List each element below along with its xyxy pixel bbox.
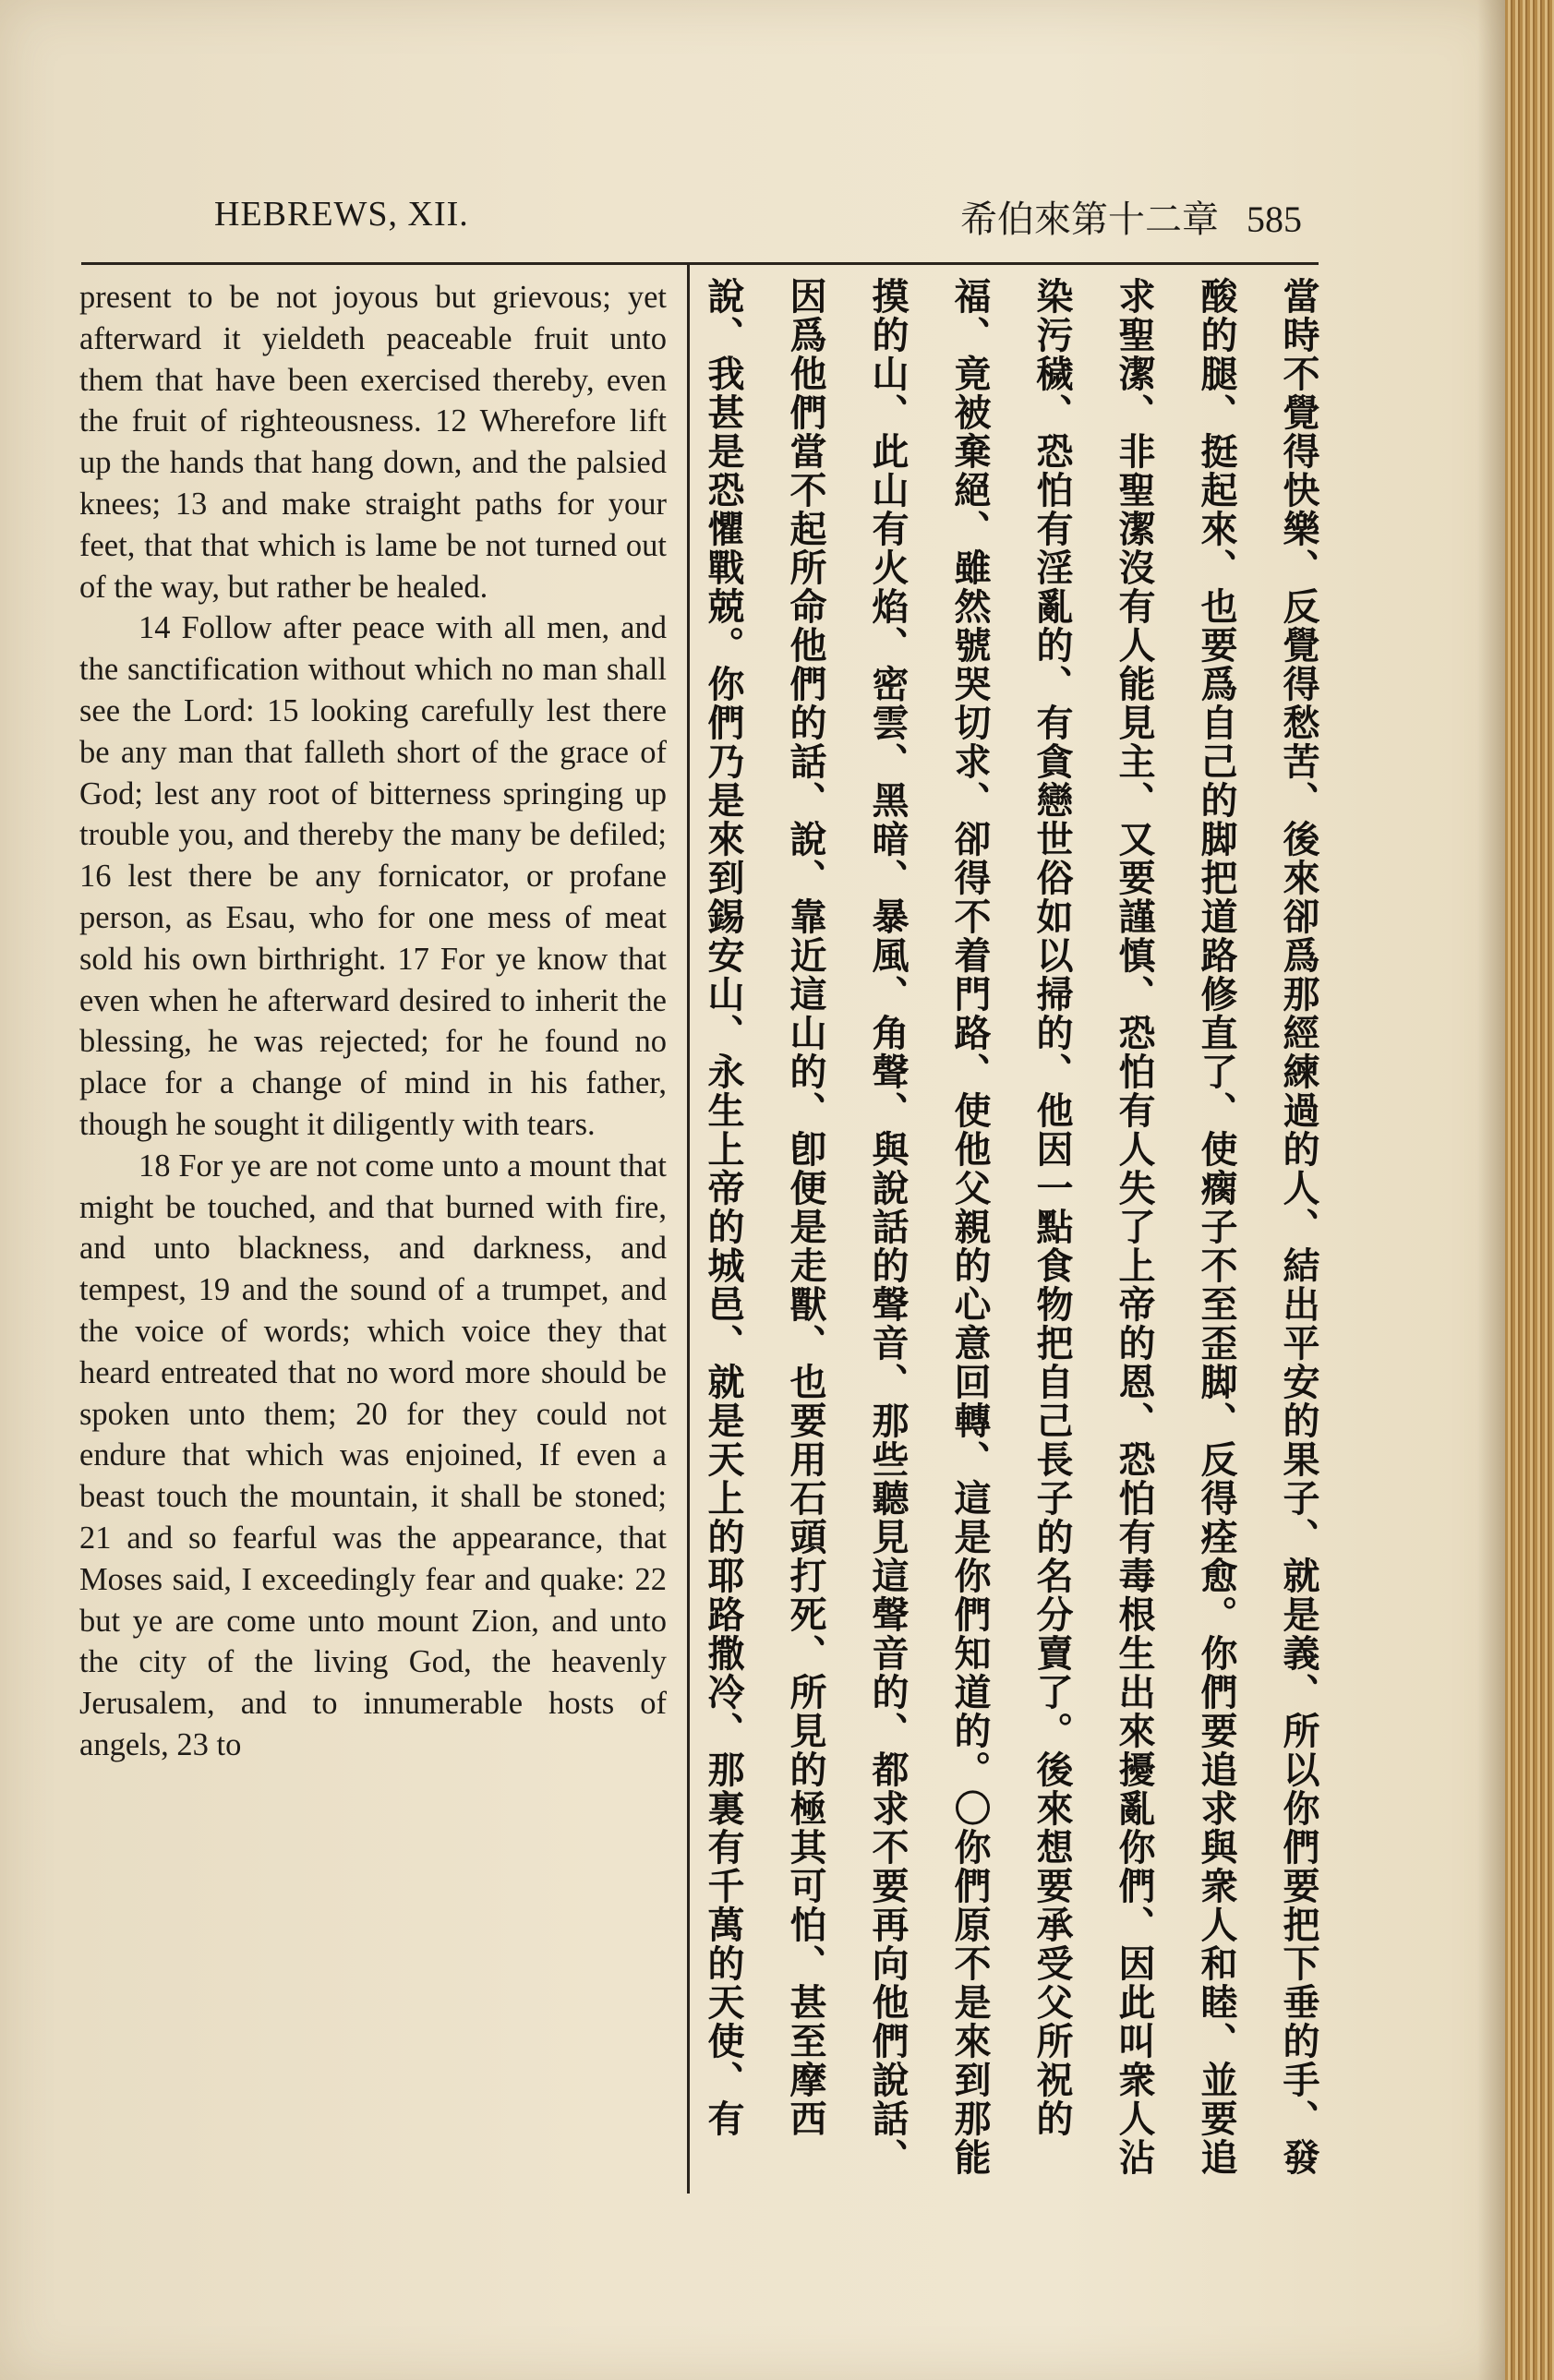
english-paragraph-2: 14 Follow after peace with all men, and the sanctification without which no man shall see the Lord: 15 looking carefully lest there be any man that falleth short of the grace of God; lest any root of bitterness springing up trouble you, and thereby the many be defiled; 16 lest there be any fornicator, or profane person, as Esau, who for one mess of meat sold his own birthright. 17 For ye know that even when he afterward desired to inherit the blessing, he was rejected; for he found no place for a change of mind in his father, though he sought it diligently with tears. xyxy=(79,610,667,1142)
page-number: 585 xyxy=(1247,198,1302,240)
header-rule xyxy=(81,262,1319,265)
english-paragraph-3: 18 For ye are not come unto a mount that might be touched, and that burned with fire, and unto blackness, and darkness, and tempest, 19 and the sound of a trumpet, and the voice of words; which voice they that heard entreated that no word more should be spoken unto them; 20 for they could not endure that which was enjoined, If even a beast touch the mountain, it shall be stoned; 21 and so fearful was the appearance, that Moses said, I exceedingly fear and quake: 22 but ye are come unto mount Zion, and unto the city of the living God, the heavenly Jerusalem, and to innumerable hosts of angels, 23 to xyxy=(79,1148,667,1762)
chinese-chapter-title: 希伯來第十二章 xyxy=(960,198,1219,241)
english-paragraph-1: present to be not joyous but grievous; yet afterward it yieldeth peaceable fruit unto them that have been exercised thereby, even the fruit of righteousness. 12 Wherefore lift up the hands that hang down, and the palsied knees; 13 and make straight paths for your feet, that that which is lame be not turned out of the way, but rather be healed. xyxy=(79,280,667,605)
book-page-edges xyxy=(1505,0,1554,2380)
running-head-chinese xyxy=(813,190,1302,243)
chinese-column: 當時不覺得快樂、反覺得愁苦、後來卻爲那經練過的人、結出平安的果子、就是義、所以你們要把下垂的手、發酸的腿、挺起來、也要爲自己的脚把道路修直了、使瘸子不至歪脚、反得痊愈。你們要追求與衆人和睦、並要追求聖潔、非聖潔沒有人能見主、又要謹慎、恐怕有人失了上帝的恩、恐怕有毒根生出來擾亂你們、因此叫衆人沾染污穢、恐怕有淫亂的、有貪戀世俗如以掃的、他因一點食物把自己長子的名分賣了。後來想要承受父所祝的福、竟被棄絕、雖然號哭切求、卻得不着門路、使他父親的心意回轉、這是你們知道的。〇你們原不是來到那能摸的山、此山有火焰、密雲、黑暗、暴風、角聲、與說話的聲音、那些聽見這聲音的、都求不要再向他們說話、因爲他們當不起所命他們的話、說、靠近這山的、卽便是走獸、也要用石頭打死、所見的極其可怕、甚至摩西說、我甚是恐懼戰兢。你們乃是來到錫安山、永生上帝的城邑、就是天上的耶路撒冷、那裏有千萬的天使、有 xyxy=(702,277,1319,2177)
running-head-english: HEBREWS, XII. xyxy=(214,195,469,234)
column-divider xyxy=(687,264,690,2194)
english-column xyxy=(79,277,667,1766)
